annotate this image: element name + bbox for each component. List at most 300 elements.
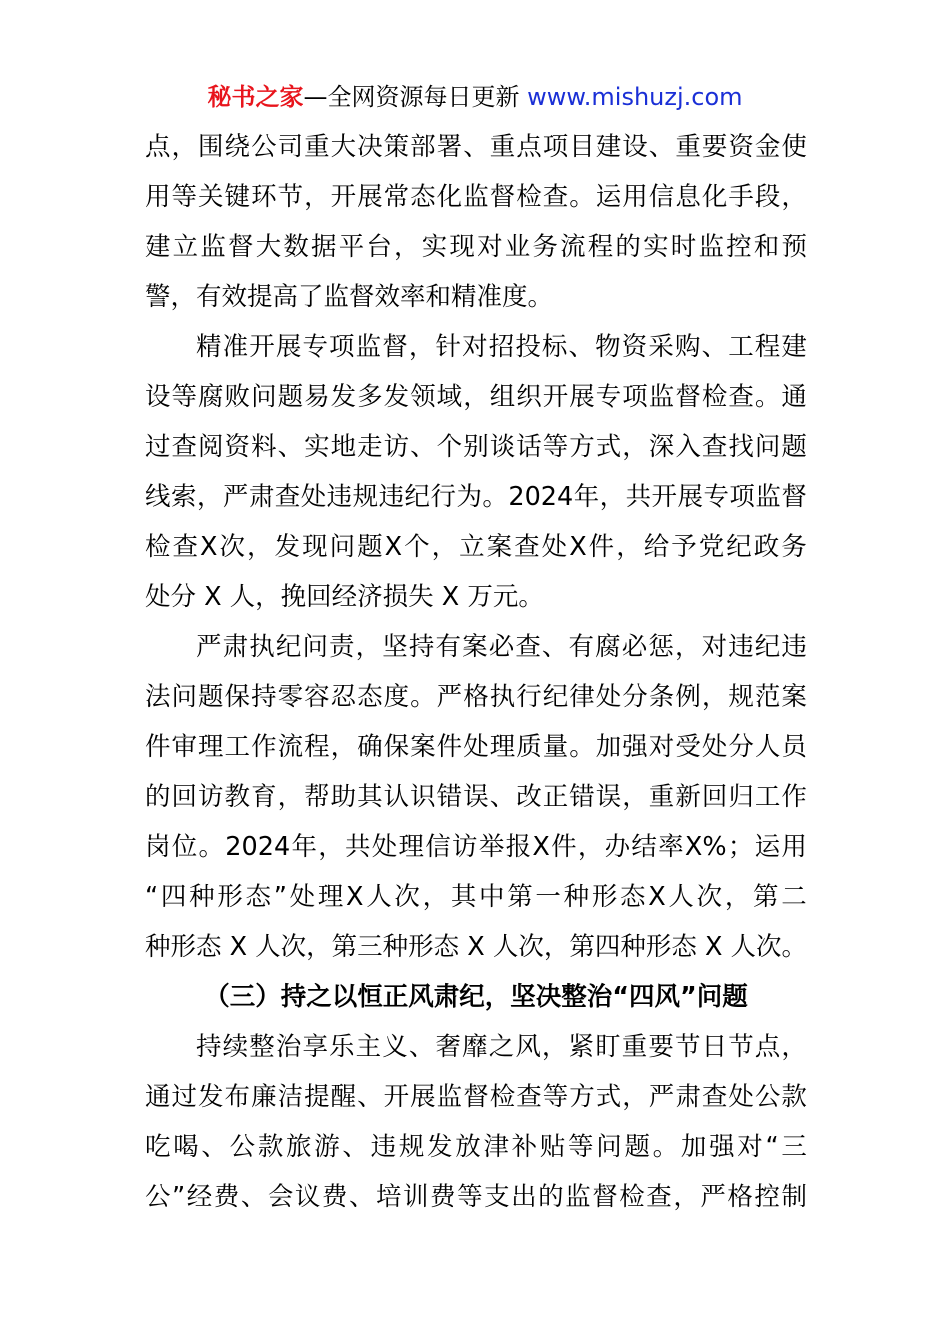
text-char: 盯: [595, 1032, 621, 1062]
text-char: 正: [542, 782, 569, 812]
text-char: 日: [701, 1032, 728, 1062]
text-char: 、: [701, 332, 728, 362]
text-char: 节: [674, 1032, 701, 1062]
paragraph-first-line: [145, 622, 807, 672]
text-char: ，: [599, 482, 626, 512]
text-char: 别: [463, 432, 489, 462]
text-char: 党: [698, 532, 725, 562]
text-char: 重: [489, 132, 516, 162]
text-char: 资: [224, 432, 251, 462]
text-char: 持: [251, 682, 277, 712]
text-char: 问: [251, 382, 277, 412]
text-line: 种形态 X 人次，第三种形态 X 人次，第四种形态 X 人次。: [145, 932, 808, 962]
text-char: 法: [145, 682, 171, 712]
text-char: 要: [648, 1032, 674, 1062]
text-char: 政: [753, 532, 780, 562]
text-char: 醒: [330, 1082, 357, 1112]
text-char: 风: [515, 1032, 541, 1062]
text-char: 条: [648, 682, 675, 712]
text-char: 易: [304, 382, 330, 412]
text-char: 律: [569, 682, 595, 712]
text-char: 等: [171, 382, 198, 412]
text-char: 采: [648, 332, 674, 362]
text-char: 检: [701, 382, 728, 412]
text-char: 织: [516, 382, 542, 412]
text-char: 有: [435, 632, 461, 662]
text-char: 等: [171, 182, 198, 212]
text-char: 开: [249, 332, 275, 362]
text-char: 流: [277, 732, 304, 762]
text-char: 、: [489, 782, 516, 812]
text-char: 购: [674, 332, 701, 362]
text-char: 个: [404, 532, 430, 562]
text-line: 处分 X 人，挽回经济损失 X 万元。: [145, 582, 544, 612]
text-char: 点: [145, 132, 171, 162]
text-char: 务: [781, 532, 807, 562]
text-char: ，: [701, 682, 728, 712]
text-char: 执: [249, 632, 275, 662]
text-char: 监: [436, 1082, 463, 1112]
text-char: 、: [277, 432, 304, 462]
text-char: 。: [569, 732, 595, 762]
text-char: 标: [541, 332, 568, 362]
text-char: 开: [330, 182, 357, 212]
text-char: 目: [569, 132, 595, 162]
text-char: 态: [620, 882, 646, 912]
header-tagline: —全网资源每日更新: [303, 83, 520, 111]
text-char: 帮: [304, 782, 330, 812]
text-char: 处: [541, 532, 568, 562]
paragraph-first-line: [145, 1022, 807, 1072]
text-char: 围: [198, 132, 224, 162]
text-char: 教: [224, 782, 251, 812]
text-char: ，: [277, 782, 304, 812]
text-char: 出: [511, 1182, 537, 1212]
text-char: 回: [171, 782, 198, 812]
text-char: 大: [330, 132, 357, 162]
text-char: 处: [371, 832, 398, 862]
text-char: 项: [729, 482, 755, 512]
text-char: 节: [728, 1032, 754, 1062]
text-char: 经: [186, 1182, 213, 1212]
text-char: 流: [560, 232, 586, 262]
text-char: 息: [675, 182, 701, 212]
text-char: 方: [569, 432, 595, 462]
text-char: 等: [542, 1082, 569, 1112]
text-char: 。: [198, 832, 225, 862]
text-char: 检: [489, 1082, 516, 1112]
text-char: 率: [658, 832, 684, 862]
text-char: 式: [595, 432, 622, 462]
text-char: 工: [224, 732, 251, 762]
text-char: 审: [171, 732, 198, 762]
text-char: 题: [624, 1132, 650, 1162]
text-char: ，: [622, 782, 648, 812]
text-char: 规: [352, 482, 379, 512]
text-char: 形: [217, 882, 243, 912]
text-char: 贴: [539, 1132, 566, 1162]
text-char: 设: [622, 132, 648, 162]
text-char: 的: [145, 782, 171, 812]
text-char: 纪: [404, 482, 431, 512]
text-char: 关: [198, 182, 224, 212]
text-char: 点: [754, 1032, 781, 1062]
text-char: 招: [488, 332, 515, 362]
text-char: 控: [754, 1182, 780, 1212]
text-char: 。: [652, 1132, 679, 1162]
text-line: 警，有效提高了监督效率和精准度。: [145, 282, 554, 312]
text-char: 资: [728, 132, 754, 162]
text-char: 主: [355, 1032, 382, 1062]
text-char: 制: [781, 1182, 807, 1212]
text-char: 改: [516, 782, 542, 812]
text-char: ，: [616, 532, 642, 562]
text-char: 料: [251, 432, 277, 462]
text-char: 查: [542, 182, 569, 212]
text-char: 执: [489, 682, 516, 712]
text-char: 廉: [251, 1082, 277, 1112]
text-char: 专: [302, 332, 328, 362]
text-char: 培: [375, 1182, 402, 1212]
text-char: 投: [515, 332, 541, 362]
text-char: 提: [304, 1082, 330, 1112]
text-char: 奢: [435, 1032, 461, 1062]
text-char: 第: [753, 882, 779, 912]
text-char: 严: [700, 1182, 726, 1212]
text-char: 对: [701, 632, 728, 662]
text-char: 重: [621, 1032, 648, 1062]
text-char: 费: [321, 1182, 348, 1212]
text-char: ，: [673, 1182, 699, 1212]
text-line: [145, 122, 807, 172]
text-char: 处: [463, 732, 489, 762]
text-char: 。: [482, 482, 508, 512]
text-char: ，: [781, 182, 807, 212]
text-char: 问: [754, 432, 781, 462]
text-char: 处: [289, 882, 316, 912]
text-char: 题: [781, 432, 807, 462]
text-char: 靡: [462, 1032, 488, 1062]
text-char: 过: [145, 432, 171, 462]
text-char: 惩: [648, 632, 674, 662]
text-char: 实: [304, 432, 330, 462]
text-char: ，: [330, 732, 357, 762]
text-char: 必: [488, 632, 515, 662]
text-char: 督: [463, 1082, 489, 1112]
text-line: [145, 672, 807, 722]
text-char: 格: [463, 682, 489, 712]
text-line: [145, 1072, 807, 1122]
text-line: [145, 172, 807, 222]
text-char: 款: [257, 1132, 284, 1162]
document-body: [145, 122, 807, 1222]
text-char: 违: [378, 482, 405, 512]
text-char: 线: [145, 482, 171, 512]
text-char: 发: [383, 382, 410, 412]
text-char: 案: [462, 632, 488, 662]
text-char: 点: [516, 132, 542, 162]
text-char: ，: [318, 832, 344, 862]
text-char: 处: [595, 682, 622, 712]
text-char: 案: [781, 682, 807, 712]
text-char: 现: [449, 232, 475, 262]
text-char: 立: [459, 532, 485, 562]
text-char: 训: [403, 1182, 429, 1212]
text-char: 布: [224, 1082, 251, 1112]
text-char: 键: [224, 182, 251, 212]
text-char: 理: [317, 882, 344, 912]
text-char: 回: [701, 782, 728, 812]
text-char: 运: [595, 182, 622, 212]
text-char: 工: [728, 332, 754, 362]
text-char: 有: [568, 632, 595, 662]
text-char: X: [346, 882, 364, 912]
text-char: 件: [145, 732, 171, 762]
text-char: 岗: [145, 832, 171, 862]
text-char: 结: [631, 832, 657, 862]
text-char: 强: [709, 1132, 735, 1162]
section-heading: （三）持之以恒正风肃纪，坚决整治“四风”问题: [204, 982, 748, 1012]
text-char: 游: [314, 1132, 340, 1162]
text-char: 处: [701, 732, 728, 762]
text-char: 重: [304, 132, 330, 162]
text-char: 纪: [542, 682, 569, 712]
text-char: 中: [479, 882, 505, 912]
text-char: ，: [408, 332, 435, 362]
text-char: 多: [357, 382, 383, 412]
text-char: 员: [781, 732, 807, 762]
text-char: ，: [394, 232, 420, 262]
text-char: 建: [145, 232, 171, 262]
text-char: 人: [366, 882, 392, 912]
text-char: 、: [568, 332, 595, 362]
text-char: 督: [675, 382, 701, 412]
text-char: 台: [366, 232, 392, 262]
text-char: 为: [456, 482, 482, 512]
text-char: 公: [229, 1132, 256, 1162]
text-char: “: [145, 882, 159, 912]
text-char: 发: [330, 382, 357, 412]
text-char: 加: [680, 1132, 707, 1162]
text-char: 之: [488, 1032, 515, 1062]
brand-name: 秘书之家: [207, 83, 304, 111]
page-header: [0, 80, 950, 114]
text-char: 精: [196, 332, 222, 362]
text-char: 监: [755, 482, 781, 512]
text-char: 保: [383, 732, 410, 762]
text-char: 给: [643, 532, 670, 562]
text-char: 司: [277, 132, 304, 162]
text-char: 对: [648, 732, 675, 762]
text-char: 问: [596, 1132, 622, 1162]
text-char: 三: [781, 1132, 807, 1162]
text-char: 纪: [726, 532, 752, 562]
text-char: 件: [588, 532, 615, 562]
text-char: 忍: [330, 682, 357, 712]
text-line: [145, 472, 807, 522]
text-char: 展: [275, 332, 302, 362]
text-char: 和: [753, 232, 780, 262]
text-char: 等: [457, 1182, 483, 1212]
text-char: 处: [728, 1082, 754, 1112]
text-char: X: [532, 832, 550, 862]
text-char: 针: [435, 332, 461, 362]
text-char: 喝: [173, 1132, 199, 1162]
text-char: 找: [728, 432, 754, 462]
text-char: 项: [622, 382, 648, 412]
text-line: [145, 1172, 807, 1222]
text-char: 容: [304, 682, 330, 712]
text-char: 深: [648, 432, 675, 462]
text-char: 第: [507, 882, 533, 912]
text-char: 督: [228, 232, 254, 262]
text-char: 案: [486, 532, 513, 562]
text-char: 建: [781, 332, 807, 362]
text-char: 严: [648, 1082, 675, 1112]
text-char: 次: [696, 882, 723, 912]
text-char: ，: [171, 132, 198, 162]
text-char: 津: [483, 1132, 509, 1162]
text-char: 规: [398, 1132, 425, 1162]
text-char: 等: [568, 1132, 594, 1162]
text-char: 洁: [277, 1082, 304, 1112]
text-char: 错: [436, 782, 463, 812]
text-char: 平: [338, 232, 365, 262]
text-char: 展: [357, 182, 383, 212]
text-char: 个: [436, 432, 463, 462]
text-char: 作: [781, 782, 807, 812]
text-char: 地: [330, 432, 357, 462]
text-char: 重: [675, 132, 701, 162]
text-line: [145, 772, 807, 822]
text-char: 查: [701, 1082, 728, 1112]
text-char: 议: [294, 1182, 321, 1212]
text-char: 、: [357, 1082, 383, 1112]
text-char: 违: [326, 482, 353, 512]
text-char: 发: [198, 1082, 224, 1112]
text-char: 监: [200, 232, 226, 262]
text-char: 持: [196, 1032, 222, 1062]
text-char: 对: [477, 232, 503, 262]
text-char: 态: [357, 682, 383, 712]
text-char: 、: [541, 632, 568, 662]
text-line: [145, 822, 807, 872]
text-char: 二: [781, 882, 807, 912]
text-char: 会: [267, 1182, 294, 1212]
text-char: 督: [489, 182, 516, 212]
text-char: 设: [145, 382, 171, 412]
text-char: 强: [622, 732, 648, 762]
text-char: 。: [410, 682, 436, 712]
text-char: 种: [189, 882, 215, 912]
text-char: 补: [511, 1132, 538, 1162]
text-char: 检: [516, 182, 542, 212]
text-char: ，: [304, 182, 330, 212]
text-char: 理: [398, 832, 425, 862]
text-char: 严: [196, 632, 222, 662]
text-char: 整: [249, 1032, 275, 1062]
text-char: ”: [172, 1182, 186, 1212]
text-char: ，: [674, 632, 701, 662]
text-char: 开: [383, 1082, 410, 1112]
text-char: 量: [542, 732, 569, 762]
text-char: 开: [651, 482, 678, 512]
text-char: 分: [728, 732, 754, 762]
text-char: 问: [329, 532, 356, 562]
text-char: 种: [563, 882, 590, 912]
text-char: 决: [357, 132, 383, 162]
text-char: 人: [668, 882, 694, 912]
text-char: 实: [643, 232, 669, 262]
text-char: 策: [383, 132, 410, 162]
text-char: 物: [595, 332, 621, 362]
text-char: 、: [408, 1032, 435, 1062]
text-char: 年: [291, 832, 317, 862]
text-line: [145, 222, 807, 272]
text-char: 访: [198, 782, 224, 812]
text-char: 态: [245, 882, 272, 912]
text-char: 信: [648, 182, 675, 212]
text-char: 腐: [198, 382, 224, 412]
text-char: 予: [671, 532, 697, 562]
text-char: X: [384, 532, 403, 562]
text-char: 必: [621, 632, 648, 662]
text-char: 常: [383, 182, 410, 212]
text-line: [145, 422, 807, 472]
text-char: 费: [213, 1182, 240, 1212]
text-char: 展: [677, 482, 704, 512]
text-char: ，: [355, 632, 382, 662]
text-char: ，: [196, 482, 223, 512]
text-char: 新: [675, 782, 701, 812]
text-char: 展: [569, 382, 595, 412]
text-char: 建: [595, 132, 622, 162]
text-char: 错: [569, 782, 595, 812]
text-char: 肃: [222, 632, 249, 662]
text-char: 违: [781, 632, 807, 662]
site-url[interactable]: www.mishuzj.com: [527, 83, 743, 111]
text-char: 严: [436, 682, 463, 712]
text-line: [145, 1122, 807, 1172]
text-char: 加: [595, 732, 622, 762]
text-char: 题: [357, 532, 383, 562]
text-char: 据: [311, 232, 337, 262]
text-char: 识: [410, 782, 436, 812]
text-char: 旅: [286, 1132, 312, 1162]
text-char: ”: [273, 882, 287, 912]
text-char: X: [648, 882, 666, 912]
text-char: 报: [505, 832, 532, 862]
text-char: 话: [516, 432, 542, 462]
text-char: 访: [383, 432, 410, 462]
text-char: 查: [514, 532, 540, 562]
text-char: 范: [754, 682, 781, 712]
text-char: 助: [330, 782, 357, 812]
text-char: “: [765, 1132, 779, 1162]
text-char: 预: [781, 232, 807, 262]
text-char: ，: [541, 1032, 568, 1062]
text-char: 要: [701, 132, 728, 162]
text-char: 监: [355, 332, 382, 362]
text-char: 义: [382, 1032, 408, 1062]
text-char: 运: [754, 832, 781, 862]
text-char: 、: [463, 132, 489, 162]
text-char: 程: [304, 732, 330, 762]
text-char: 确: [357, 732, 383, 762]
text-char: 费: [430, 1182, 456, 1212]
text-char: 索: [170, 482, 197, 512]
text-char: 查: [516, 1082, 542, 1112]
